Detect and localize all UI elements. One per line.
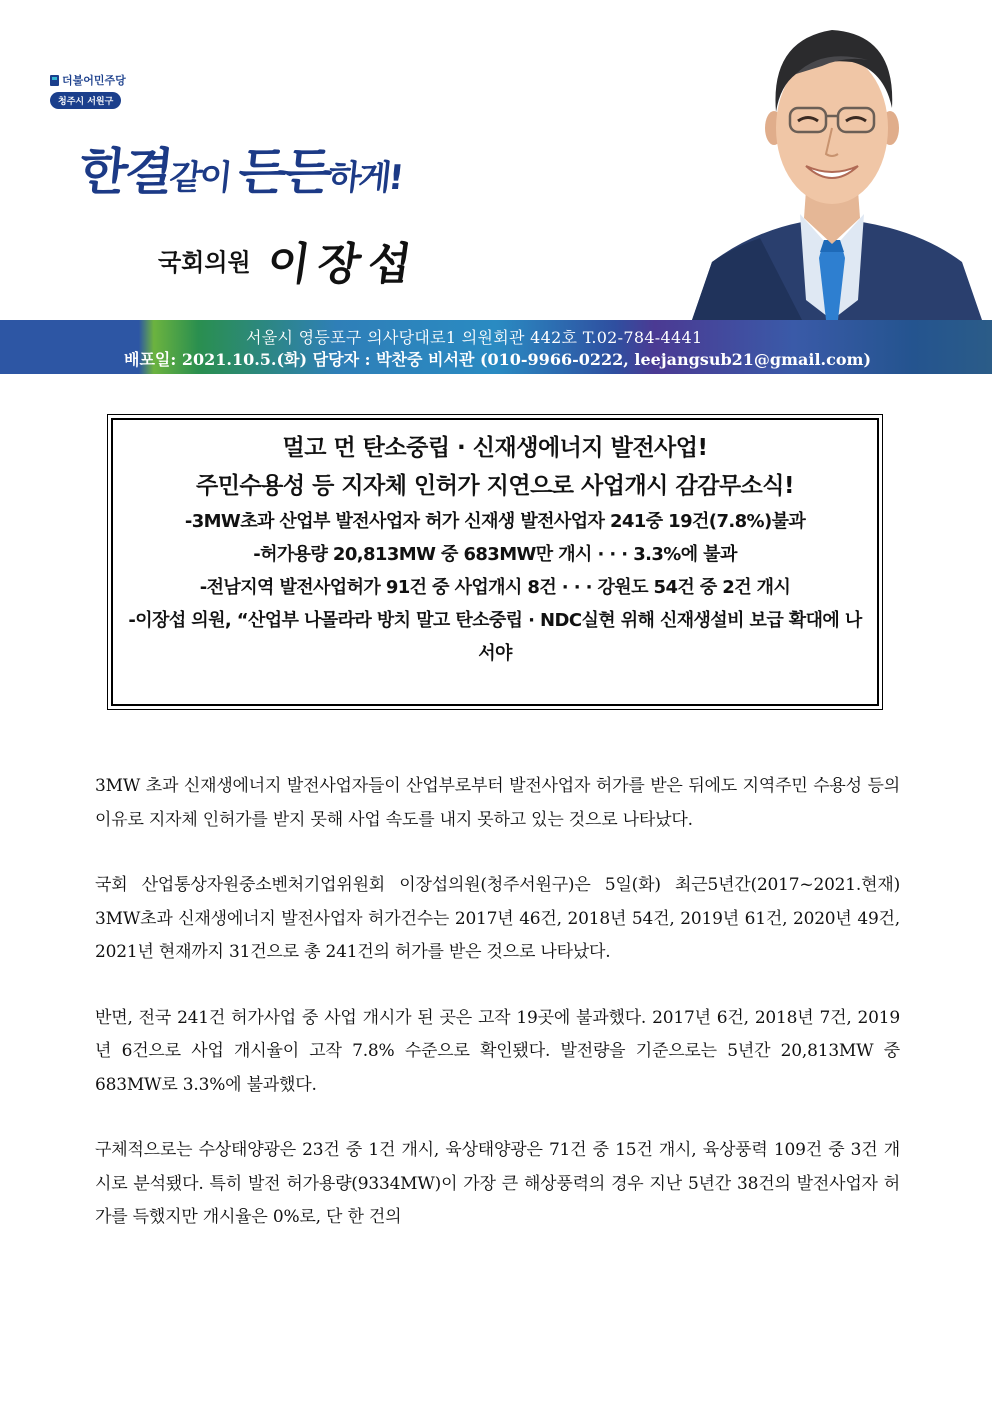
party-name-text: 더불어민주당 [62,74,126,87]
headline-subtitle-2: -허가용량 20,813MW 중 683MW만 개시 · · · 3.3%에 불과 [253,544,737,565]
headline-title-1: 멀고 먼 탄소중립 · 신재생에너지 발전사업! [282,435,708,461]
headline-subtitle-4: -이장섭 의원, “산업부 나몰라라 방치 말고 탄소중립 · NDC실현 위해 신재생설비 보급 확대에 나서야 [128,610,862,664]
release-info: 배포일: 2021.10.5.(화) 담당자 : 박찬중 비서관 (010-9966-0222, leejangsub21@gmail.com) [124,350,872,369]
article-body [95,770,900,1267]
member-portrait [672,0,992,320]
headline-inner [111,418,879,706]
body-paragraph-1: 3MW 초과 신재생에너지 발전사업자들이 산업부로부터 발전사업자 허가를 받은 뒤에도 지역주민 수용성 등의 이유로 지자체 인허가를 받지 못해 사업 속도를 내지 못하고 있는 것으로 나타났다. [95,776,900,830]
body-paragraph-2: 국회 산업통상자원중소벤처기업위원회 이장섭의원(청주서원구)은 5일(화) 최근5년간(2017~2021.현재) 3MW초과 신재생에너지 발전사업자 허가건수는 2017년 46건, 2018년 54건, 2019년 61건, 2020년 49건, 2021년 현재까지 31건으로 총 241건의 허가를 받은 것으로 나타났다. [95,875,900,962]
slogan-part-1: 한결 [76,143,174,201]
member-name: 이장섭 [263,239,423,290]
party-name [50,72,142,88]
slogan-part-3: 든든 [235,143,333,201]
party-logo [50,72,142,109]
headline-title-2: 주민수용성 등 지자체 인허가 지연으로 사업개시 감감무소식! [196,473,794,499]
body-paragraph-4: 구체적으로는 수상태양광은 23건 중 1건 개시, 육상태양광은 71건 중 15건 개시, 육상풍력 109건 중 3건 개시로 분석됐다. 특히 발전 허가용량(9334MW)이 가장 큰 해상풍력의 경우 지난 5년간 38건의 발전사업자 허가를 득했지만 개시율은 0%로, 단 한 건의 [95,1140,900,1227]
headline-subtitle-1: -3MW초과 산업부 발전사업자 허가 신재생 발전사업자 241중 19건(7.8%)불과 [184,511,806,532]
slogan-part-4: 하게! [326,158,404,198]
body-paragraph-3: 반면, 전국 241건 허가사업 중 사업 개시가 된 곳은 고작 19곳에 불과했다. 2017년 6건, 2018년 7건, 2019년 6건으로 사업 개시율이 고작 7.8% 수준으로 확인됐다. 발전량을 기준으로는 5년간 20,813MW 중 683MW로 3.3%에 불과했다. [95,1007,900,1095]
slogan [76,132,534,204]
party-mark-icon [50,75,59,86]
headline-subtitle-3: -전남지역 발전사업허가 91건 중 사업개시 8건 · · · 강원도 54건 중 2건 개시 [199,577,791,598]
contact-band [0,320,992,374]
party-region-badge: 청주시 서원구 [50,92,121,109]
headline-box [107,414,883,710]
member-title: 국회의원 [158,248,251,277]
office-address: 서울시 영등포구 의사당대로1 의원회관 442호 T.02-784-4441 [246,328,703,347]
member-line [158,228,423,292]
press-header [0,0,992,320]
slogan-part-2: 같이 [167,158,241,198]
